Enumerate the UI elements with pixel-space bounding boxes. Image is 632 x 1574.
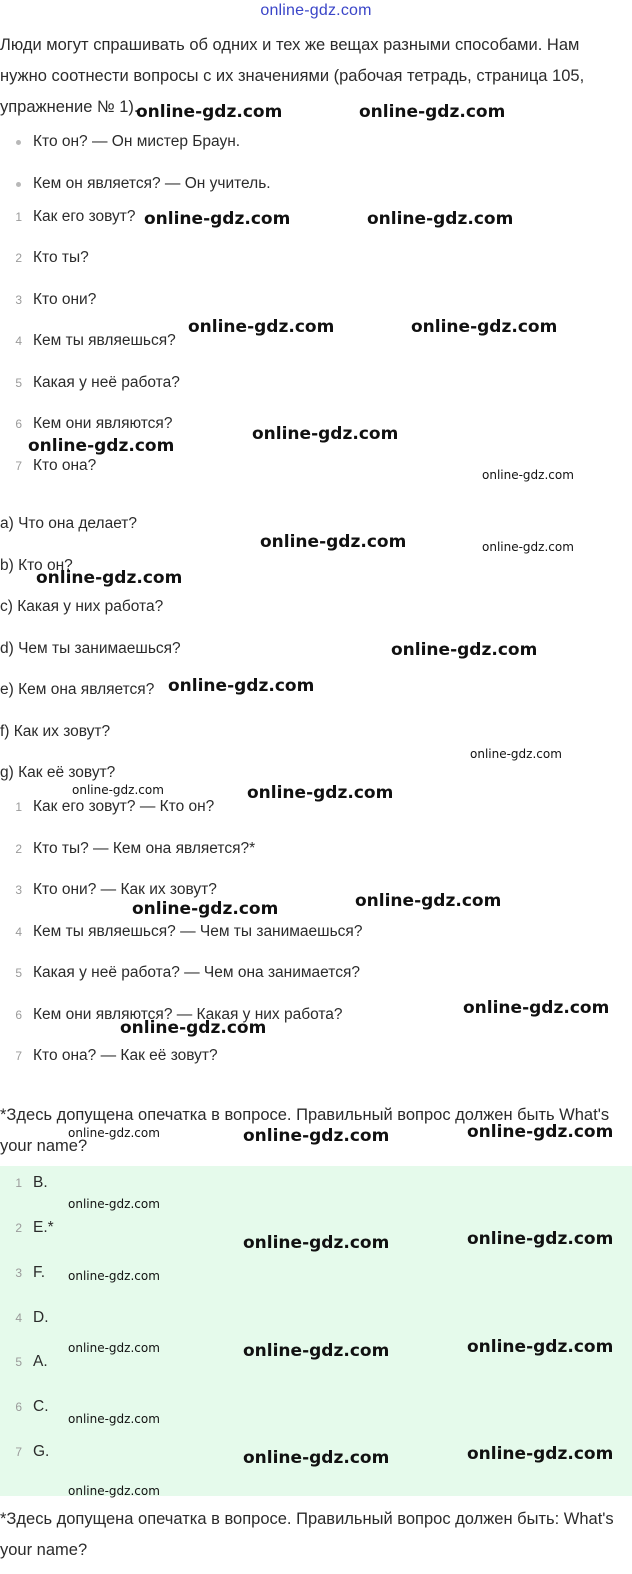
watermark: online-gdz.com	[467, 1229, 614, 1249]
watermark: online-gdz.com	[243, 1448, 390, 1468]
watermark: online-gdz.com	[391, 640, 538, 660]
question-item	[0, 412, 172, 436]
match-number: 3	[15, 883, 22, 897]
match-number: 6	[15, 1008, 22, 1022]
option-item: a) Что она делает?	[0, 515, 138, 532]
watermark: online-gdz.com	[188, 317, 335, 337]
answer-number: 3	[15, 1266, 22, 1280]
watermark: online-gdz.com	[355, 891, 502, 911]
watermark: online-gdz.com	[482, 540, 574, 554]
option-item: f) Как их зовут?	[0, 723, 111, 740]
watermark: online-gdz.com	[359, 102, 506, 122]
option-item: c) Какая у них работа?	[0, 598, 164, 615]
answer-text: C.	[33, 1398, 49, 1415]
site-logo[interactable]: online-gdz.com	[260, 2, 372, 19]
watermark: online-gdz.com	[68, 1126, 160, 1140]
answer-text: E.*	[33, 1219, 54, 1236]
answer-item	[0, 1440, 49, 1464]
answer-item	[0, 1395, 49, 1419]
watermark: online-gdz.com	[482, 468, 574, 482]
answer-text: G.	[33, 1443, 50, 1460]
typo-note: *Здесь допущена опечатка в вопросе. Правильный вопрос должен быть What's your name?	[0, 1106, 610, 1155]
bullet-dot	[16, 140, 21, 145]
match-text: Как его зовут? — Кто он?	[33, 798, 215, 815]
match-item	[0, 837, 255, 861]
bullet-dot	[16, 182, 21, 187]
question-item	[0, 454, 96, 478]
watermark: online-gdz.com	[144, 209, 291, 229]
watermark: online-gdz.com	[252, 424, 399, 444]
question-item	[0, 288, 96, 312]
match-number: 4	[15, 925, 22, 939]
match-number: 5	[15, 966, 22, 980]
match-number: 7	[15, 1049, 22, 1063]
watermark: online-gdz.com	[247, 783, 394, 803]
match-number: 2	[15, 842, 22, 856]
answer-text: A.	[33, 1353, 48, 1370]
bullet-text: Кем он является? — Он учитель.	[33, 175, 271, 192]
answer-text: B.	[33, 1174, 48, 1191]
watermark: online-gdz.com	[367, 209, 514, 229]
option-item: g) Как её зовут?	[0, 764, 116, 781]
watermark: online-gdz.com	[36, 568, 183, 588]
match-text: Кем они являются? — Какая у них работа?	[33, 1006, 343, 1023]
watermark: online-gdz.com	[243, 1341, 390, 1361]
match-text: Кто она? — Как её зовут?	[33, 1047, 218, 1064]
watermark: online-gdz.com	[243, 1126, 390, 1146]
watermark: online-gdz.com	[68, 1197, 160, 1211]
question-text: Кем они являются?	[33, 415, 173, 432]
bullet-item	[0, 130, 240, 154]
option-item: b) Кто он?	[0, 557, 73, 574]
watermark: online-gdz.com	[168, 676, 315, 696]
answer-item	[0, 1306, 49, 1330]
question-number: 3	[15, 293, 22, 307]
bullet-item	[0, 172, 271, 196]
answer-item	[0, 1350, 48, 1374]
watermark: online-gdz.com	[72, 783, 164, 797]
option-item: e) Кем она является?	[0, 681, 155, 698]
watermark: online-gdz.com	[132, 899, 279, 919]
answer-text: F.	[33, 1264, 46, 1281]
watermark: online-gdz.com	[467, 1122, 614, 1142]
match-text: Кто ты? — Кем она является?*	[33, 840, 256, 857]
typo-note-2: *Здесь допущена опечатка в вопросе. Правильный вопрос должен быть: What's your name?	[0, 1510, 614, 1559]
answer-number: 6	[15, 1400, 22, 1414]
match-item	[0, 795, 214, 819]
match-text: Кем ты являешься? — Чем ты занимаешься?	[33, 923, 363, 940]
watermark: online-gdz.com	[68, 1341, 160, 1355]
watermark: online-gdz.com	[411, 317, 558, 337]
watermark: online-gdz.com	[68, 1412, 160, 1426]
match-item	[0, 961, 360, 985]
watermark: online-gdz.com	[120, 1018, 267, 1038]
answer-number: 2	[15, 1221, 22, 1235]
match-number: 1	[15, 800, 22, 814]
question-number: 6	[15, 417, 22, 431]
answer-text: D.	[33, 1309, 49, 1326]
question-item	[0, 329, 176, 353]
question-text: Кто она?	[33, 457, 97, 474]
match-item	[0, 1044, 218, 1068]
watermark: online-gdz.com	[260, 532, 407, 552]
match-text: Какая у неё работа? — Чем она занимается?	[33, 964, 360, 981]
question-item	[0, 205, 136, 229]
intro-paragraph: Люди могут спрашивать об одних и тех же вещах разными способами. Нам нужно соотнести вопросы с их значениями (рабочая тетрадь, страница 105, упражнение № 1).	[0, 36, 585, 116]
watermark: online-gdz.com	[467, 1337, 614, 1357]
answer-number: 4	[15, 1311, 22, 1325]
answer-number: 1	[15, 1176, 22, 1190]
question-number: 1	[15, 210, 22, 224]
option-item: d) Чем ты занимаешься?	[0, 640, 181, 657]
watermark: online-gdz.com	[136, 102, 283, 122]
question-number: 5	[15, 376, 22, 390]
watermark: online-gdz.com	[463, 998, 610, 1018]
watermark: online-gdz.com	[470, 747, 562, 761]
bullet-text: Кто он? — Он мистер Браун.	[33, 133, 241, 150]
question-text: Кто они?	[33, 291, 97, 308]
question-text: Кем ты являешься?	[33, 332, 176, 349]
watermark: online-gdz.com	[68, 1484, 160, 1498]
watermark: online-gdz.com	[467, 1444, 614, 1464]
question-text: Какая у неё работа?	[33, 374, 180, 391]
question-number: 2	[15, 251, 22, 265]
match-text: Кто они? — Как их зовут?	[33, 881, 217, 898]
answer-item	[0, 1261, 45, 1285]
question-number: 4	[15, 334, 22, 348]
answer-item	[0, 1171, 48, 1195]
question-text: Как его зовут?	[33, 208, 136, 225]
answer-number: 7	[15, 1445, 22, 1459]
question-text: Кто ты?	[33, 249, 89, 266]
question-item	[0, 246, 89, 270]
match-item	[0, 920, 362, 944]
question-number: 7	[15, 459, 22, 473]
answer-item	[0, 1216, 54, 1240]
watermark: online-gdz.com	[28, 436, 175, 456]
answer-number: 5	[15, 1355, 22, 1369]
watermark: online-gdz.com	[68, 1269, 160, 1283]
watermark: online-gdz.com	[243, 1233, 390, 1253]
question-item	[0, 371, 180, 395]
